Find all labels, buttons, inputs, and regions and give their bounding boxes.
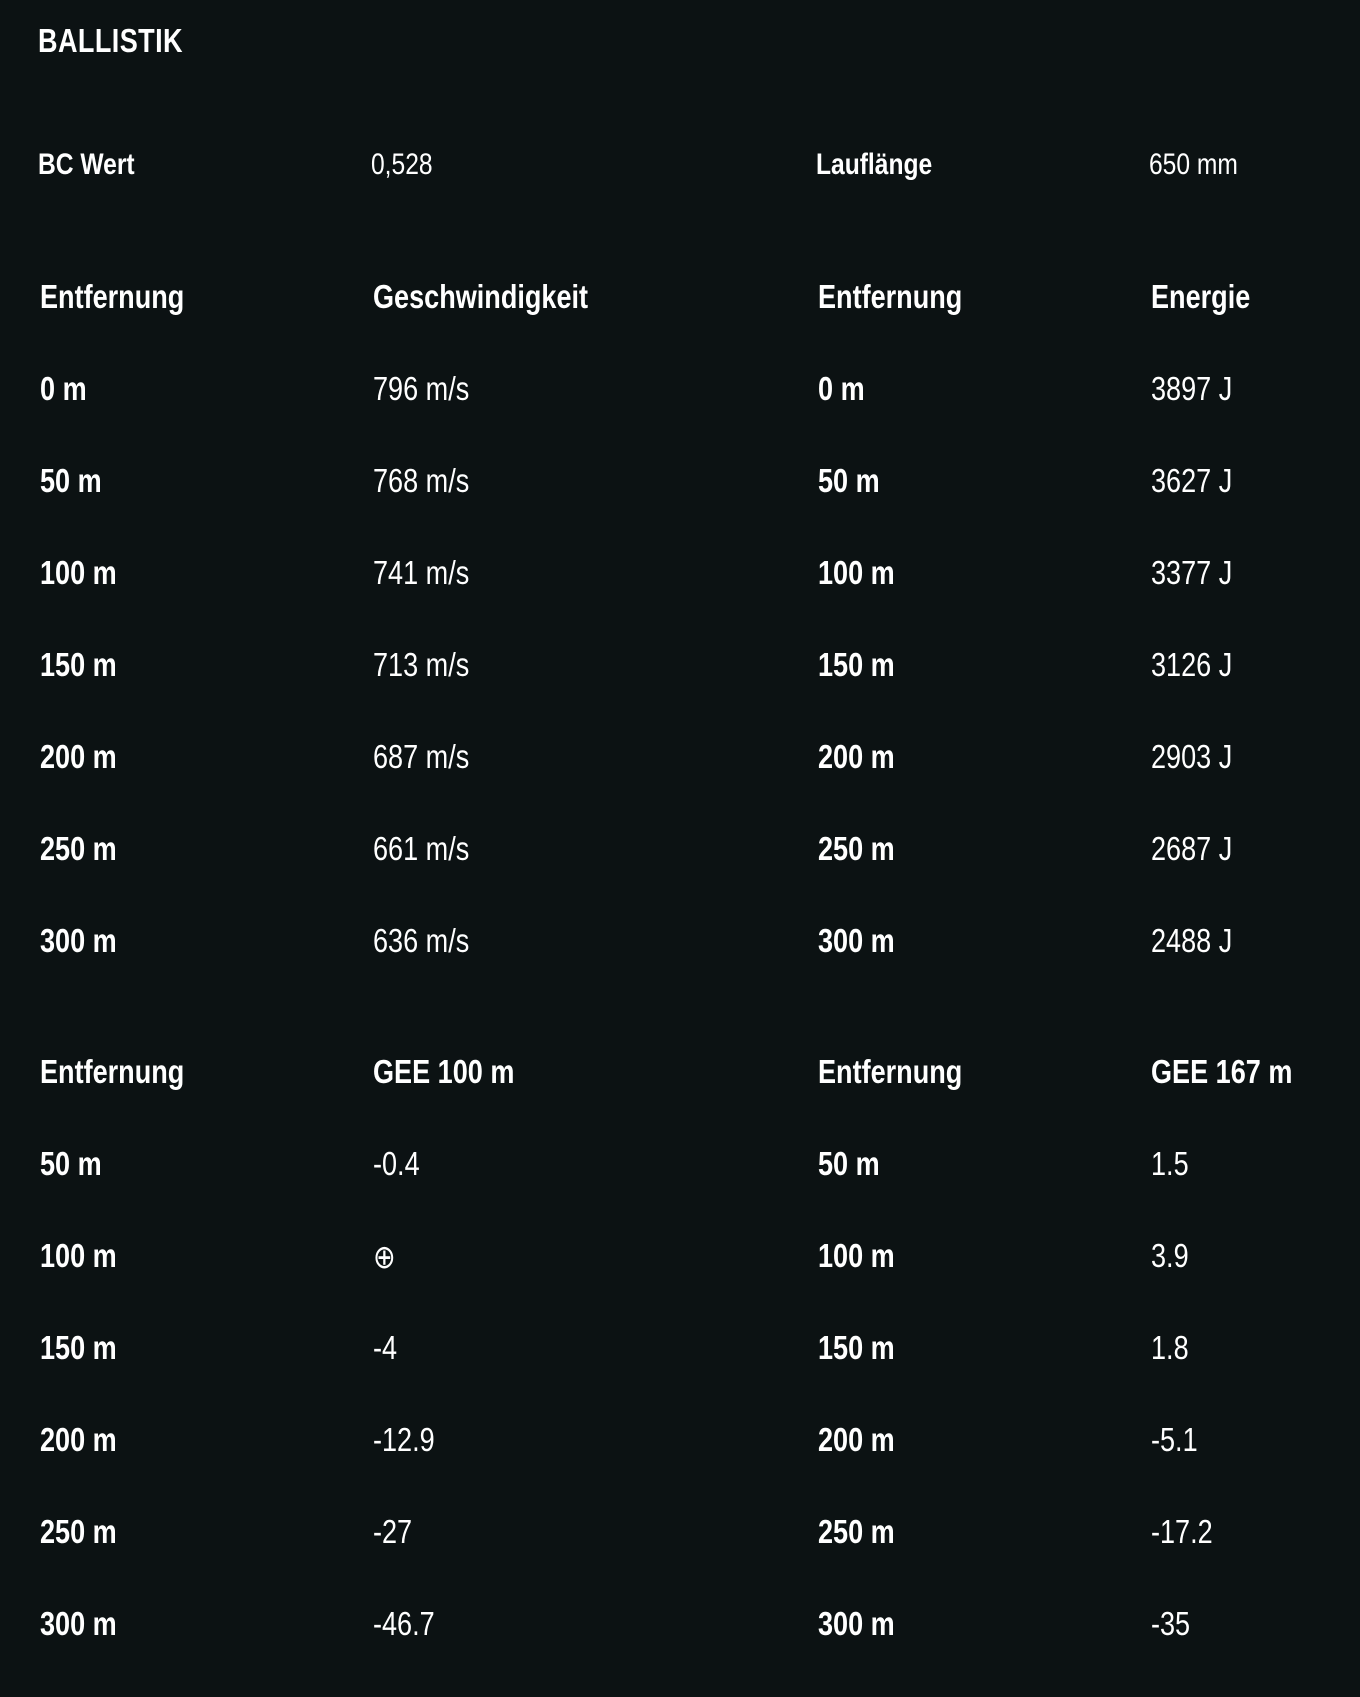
cell-velocity: 661 m/s [373, 830, 470, 867]
cell-gee-100: ⊕ [373, 1238, 396, 1275]
table-row [0, 1513, 1360, 1605]
table-row [0, 1145, 1360, 1237]
column-header-gee-167: GEE 167 m [1151, 1053, 1293, 1090]
cell-distance: 200 m [818, 1421, 895, 1458]
bc-label: BC Wert [38, 148, 135, 181]
cell-distance: 200 m [40, 1421, 117, 1458]
cell-energy: 2687 J [1151, 830, 1233, 867]
cell-distance: 250 m [818, 1513, 895, 1550]
cell-energy: 2488 J [1151, 922, 1233, 959]
cell-velocity: 768 m/s [373, 462, 470, 499]
cell-gee-100: -0.4 [373, 1145, 420, 1182]
column-header-distance: Entfernung [818, 1053, 963, 1090]
cell-velocity: 741 m/s [373, 554, 470, 591]
trajectory-table [0, 1053, 1360, 1697]
table-row [0, 462, 1360, 554]
bc-value: 0,528 [371, 148, 433, 181]
table-row [0, 646, 1360, 738]
table-row [0, 1329, 1360, 1421]
cell-distance: 50 m [818, 462, 880, 499]
cell-energy: 3627 J [1151, 462, 1233, 499]
cell-gee-100: -12.9 [373, 1421, 435, 1458]
column-header-energy: Energie [1151, 278, 1251, 315]
table-header-row [0, 1053, 1360, 1145]
table-row [0, 370, 1360, 462]
cell-distance: 200 m [40, 738, 117, 775]
cell-gee-167: 1.8 [1151, 1329, 1189, 1366]
barrel-length-value: 650 mm [1149, 148, 1238, 181]
cell-gee-100: -4 [373, 1329, 398, 1366]
table-row [0, 922, 1360, 1014]
cell-gee-167: 1.5 [1151, 1145, 1189, 1182]
cell-distance: 250 m [818, 830, 895, 867]
cell-distance: 100 m [818, 554, 895, 591]
cell-distance: 50 m [40, 462, 102, 499]
cell-distance: 300 m [818, 1605, 895, 1642]
cell-gee-167: 3.9 [1151, 1237, 1189, 1274]
cell-distance: 100 m [40, 1237, 117, 1274]
cell-velocity: 713 m/s [373, 646, 470, 683]
cell-gee-100: -27 [373, 1513, 413, 1550]
column-header-gee-100: GEE 100 m [373, 1053, 515, 1090]
cell-gee-167: -17.2 [1151, 1513, 1213, 1550]
cell-distance: 150 m [818, 1329, 895, 1366]
cell-gee-100: -46.7 [373, 1605, 435, 1642]
cell-energy: 3377 J [1151, 554, 1233, 591]
cell-energy: 3126 J [1151, 646, 1233, 683]
table-row [0, 830, 1360, 922]
cell-distance: 250 m [40, 1513, 117, 1550]
column-header-velocity: Geschwindigkeit [373, 278, 589, 315]
cell-velocity: 687 m/s [373, 738, 470, 775]
cell-distance: 250 m [40, 830, 117, 867]
cell-distance: 300 m [818, 922, 895, 959]
cell-distance: 300 m [40, 922, 117, 959]
velocity-energy-table [0, 278, 1360, 1014]
section-title: BALLISTIK [38, 22, 183, 59]
cell-velocity: 796 m/s [373, 370, 470, 407]
cell-distance: 100 m [818, 1237, 895, 1274]
cell-velocity: 636 m/s [373, 922, 470, 959]
cell-distance: 0 m [40, 370, 87, 407]
table-header-row [0, 278, 1360, 370]
cell-distance: 150 m [40, 646, 117, 683]
cell-gee-167: -35 [1151, 1605, 1191, 1642]
cell-distance: 300 m [40, 1605, 117, 1642]
column-header-distance: Entfernung [818, 278, 963, 315]
table-row [0, 1605, 1360, 1697]
cell-distance: 150 m [40, 1329, 117, 1366]
cell-distance: 200 m [818, 738, 895, 775]
table-row [0, 738, 1360, 830]
table-row [0, 1421, 1360, 1513]
cell-energy: 2903 J [1151, 738, 1233, 775]
cell-energy: 3897 J [1151, 370, 1233, 407]
column-header-distance: Entfernung [40, 1053, 185, 1090]
table-row [0, 554, 1360, 646]
table-row [0, 1237, 1360, 1329]
cell-distance: 0 m [818, 370, 865, 407]
meta-row [0, 148, 1360, 188]
cell-distance: 50 m [818, 1145, 880, 1182]
column-header-distance: Entfernung [40, 278, 185, 315]
cell-distance: 100 m [40, 554, 117, 591]
cell-gee-167: -5.1 [1151, 1421, 1198, 1458]
cell-distance: 150 m [818, 646, 895, 683]
cell-distance: 50 m [40, 1145, 102, 1182]
barrel-length-label: Lauflänge [816, 148, 933, 181]
